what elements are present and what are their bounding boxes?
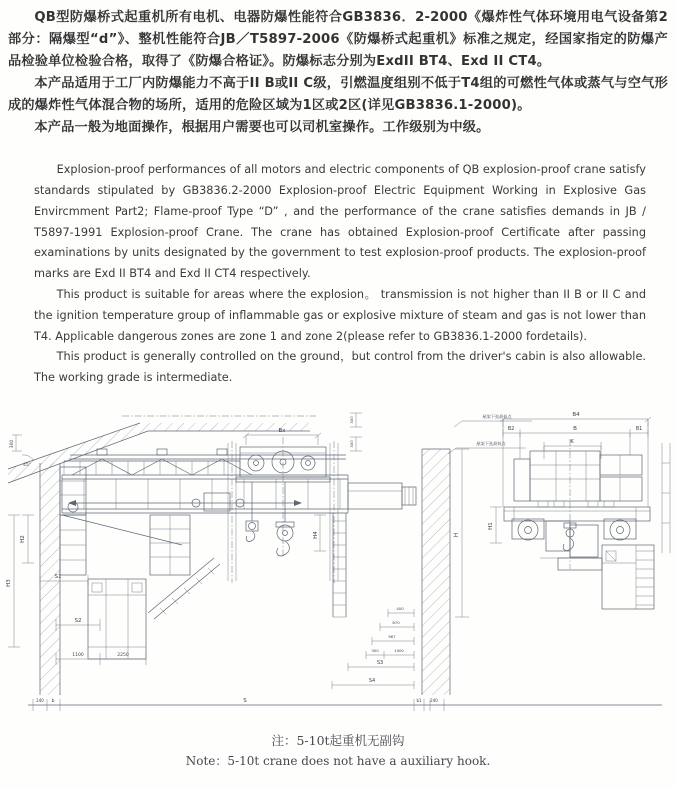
dim-label: 240 — [36, 697, 44, 703]
dim-label: H4 — [313, 531, 319, 539]
dim-label: b1 — [416, 697, 422, 703]
crane-side-view — [8, 413, 662, 711]
dim-label: B2 — [507, 425, 515, 432]
roof-clearance-annotation: 屋架下弦最低点 — [482, 413, 512, 419]
dim-label: 670 — [392, 619, 400, 625]
dim-label: B1 — [635, 425, 643, 432]
crane-outline-svg — [0, 403, 676, 723]
dim-label: S4 — [368, 677, 376, 684]
technical-drawing — [0, 403, 676, 723]
dim-label: 45° — [23, 462, 31, 468]
dim-label: 967 — [388, 633, 396, 639]
footnote-en: Note：5-10t crane does not have a auxiliary hook. — [185, 753, 491, 768]
dim-label: H2 — [20, 535, 26, 543]
dim-label: K — [570, 438, 574, 445]
english-intro — [0, 139, 676, 389]
cn-paragraph: QB型防爆桥式起重机所有电机、电器防爆性能符合GB3836．2-2000《爆炸性气体环境用电气设备第2部分：隔爆型“d”》、整机性能符合JB／T5897-2006《防爆桥式起重机》标准之规定，经国家指定的防爆产品检验单位检验合格，取得了《防爆合格证》。防爆标志分别为ExdII BT4、Exd II CT4。 — [8, 10, 668, 70]
dim-label: 1000 — [394, 647, 404, 653]
dim-label: Bx — [278, 427, 286, 434]
dim-label: 1100 — [72, 652, 84, 658]
dim-label: S2 — [74, 617, 82, 624]
dim-label: 300 — [349, 440, 354, 448]
dim-label: B4 — [572, 411, 580, 418]
dim-label: 300 — [371, 647, 379, 653]
driver-cabin-end — [602, 545, 654, 609]
roof-clearance-annotation: 屋架下弦最低点 — [476, 440, 506, 446]
en-paragraph: This product is generally controlled on the ground，but control from the driver's cabin is also allowable. The working grade is intermediate. — [34, 350, 646, 385]
cn-paragraph: 本产品适用于工厂内防爆能力不高于II B或II C级，引燃温度组别不低于T4组的可燃性气体或蒸气与空气形成的爆炸性气体混合物的场所，适用的危险区域为1区或2区(详见GB3836.1-2000)。 — [8, 76, 668, 114]
dim-label: 400 — [396, 605, 404, 611]
dim-label: S1 — [54, 573, 62, 580]
auxiliary-hook — [246, 482, 258, 542]
dim-label: H3 — [6, 579, 12, 587]
dim-label: B — [573, 425, 577, 432]
main-hook — [276, 482, 294, 556]
bridge-girder — [62, 475, 348, 513]
crane-end-view — [490, 417, 670, 609]
footnote-cn: 注：5-10t起重机无副钩 — [271, 732, 405, 748]
dim-label: 300 — [349, 416, 354, 424]
dim-label: S3 — [376, 659, 384, 666]
en-paragraph: Explosion-proof performances of all motors and electric components of QB explosion-proof crane satisfy standards stipulated by GB3836.2-2000 Explosion-proof Electric Equipment Working in Explosive Gas Envircmment Part2; Flame-proof Type “D” , and the performance of the crane satisfies demands in JB / T5897-1991 Explosion-proof Crane. The crane has obtained Explosion-proof Certificate after passing examinations by units designated by the government to test explosion-proof products. The explosion-proof marks are Exd II BT4 and Exd II CT4 respectively. — [34, 163, 646, 281]
dimension-lines — [8, 413, 532, 711]
dim-label: 240 — [430, 697, 438, 703]
dim-label: H1 — [488, 522, 494, 530]
en-paragraph: This product is suitable for areas where the explosion。 transmission is not higher than II B or II C and the ignition temperature group of inflammable gas or explosive mixture of steam and gas is not lower than T4. Applicable dangerous zones are zone 1 and zone 2(please refer to GB3836.1-2000 fordetails). — [34, 287, 646, 343]
building-wall-right — [422, 449, 450, 695]
dim-label: S — [243, 697, 247, 704]
driver-cabin-side — [88, 579, 146, 659]
footnote — [0, 731, 676, 769]
dim-label: H — [453, 532, 460, 538]
chinese-intro — [0, 0, 676, 139]
cn-paragraph: 本产品一般为地面操作，根据用户需要也可以司机室操作。工作级别为中级。 — [34, 120, 490, 136]
travel-motor — [204, 493, 230, 511]
dim-label: 300 — [10, 439, 15, 449]
dim-label: 2250 — [117, 652, 129, 658]
dim-label: b — [51, 698, 55, 704]
